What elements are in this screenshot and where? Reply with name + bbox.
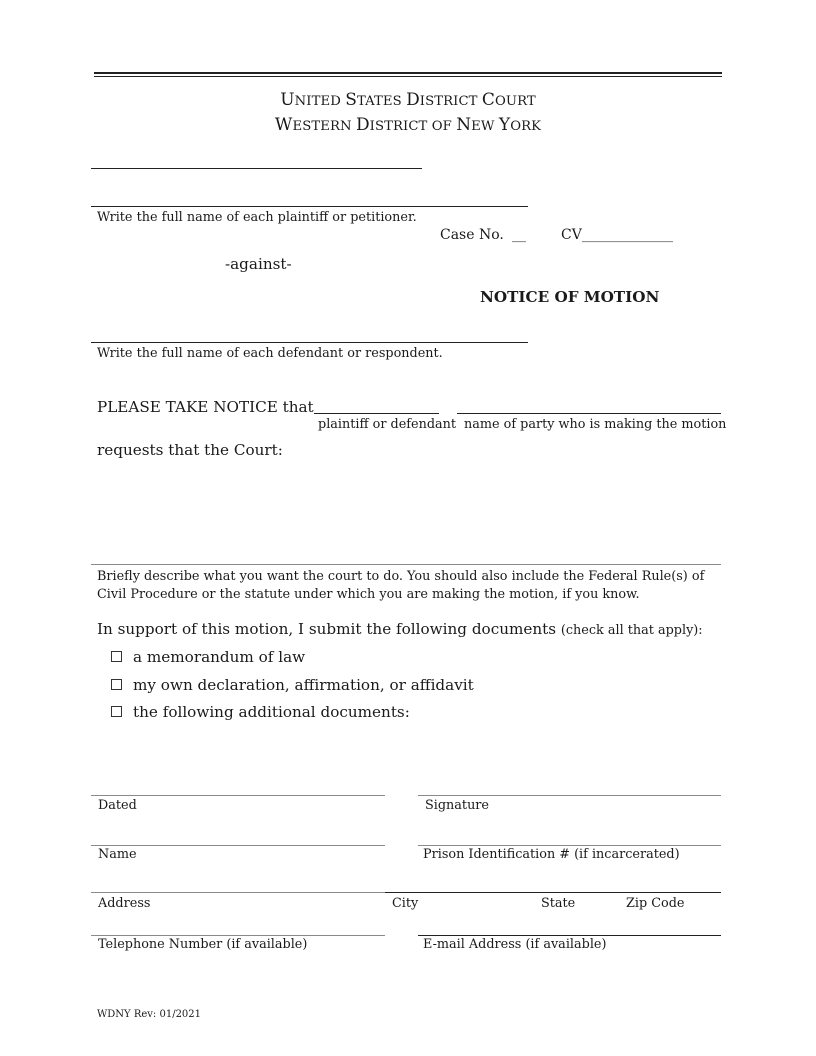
court-name: UNITED STATES DISTRICT COURT bbox=[280, 90, 536, 110]
signature-label: Signature bbox=[425, 798, 489, 813]
motion-description-area[interactable] bbox=[91, 462, 721, 562]
telephone-label: Telephone Number (if available) bbox=[98, 937, 308, 952]
against-label: -against- bbox=[225, 255, 292, 273]
state-label: State bbox=[541, 896, 576, 911]
name-line[interactable] bbox=[91, 845, 385, 846]
cv-label: CV bbox=[561, 227, 582, 243]
revision-footer: WDNY Rev: 01/2021 bbox=[97, 1009, 202, 1020]
address-label: Address bbox=[98, 896, 151, 911]
prison-id-label: Prison Identification # (if incarcerated) bbox=[423, 847, 680, 862]
support-intro: In support of this motion, I submit the following documents (check all that apply): bbox=[97, 620, 703, 638]
motion-description-line bbox=[91, 564, 721, 565]
additional-documents-label: the following additional documents: bbox=[133, 703, 410, 721]
telephone-line[interactable] bbox=[91, 935, 385, 936]
header-rule-bottom bbox=[94, 76, 722, 77]
court-district: WESTERN DISTRICT OF NEW YORK bbox=[274, 115, 542, 135]
please-take-notice: PLEASE TAKE NOTICE that bbox=[97, 398, 314, 416]
prison-id-line[interactable] bbox=[418, 845, 721, 846]
dated-line[interactable] bbox=[91, 795, 385, 796]
plaintiff-name-line-1[interactable] bbox=[91, 168, 422, 169]
declaration-checkbox[interactable] bbox=[111, 679, 122, 690]
defendant-name-line[interactable] bbox=[91, 342, 528, 343]
memorandum-checkbox[interactable] bbox=[111, 651, 122, 662]
plaintiff-or-defendant-label: plaintiff or defendant bbox=[318, 417, 457, 432]
plaintiff-name-line-2[interactable] bbox=[91, 206, 528, 207]
email-line[interactable] bbox=[418, 935, 721, 936]
defendant-instruction: Write the full name of each defendant or respondent. bbox=[97, 346, 443, 361]
city-state-zip-line[interactable] bbox=[385, 892, 721, 893]
city-label: City bbox=[392, 896, 419, 911]
plaintiff-instruction: Write the full name of each plaintiff or petitioner. bbox=[97, 210, 417, 225]
email-label: E-mail Address (if available) bbox=[423, 937, 607, 952]
signature-line[interactable] bbox=[418, 795, 721, 796]
name-label: Name bbox=[98, 847, 137, 862]
zip-label: Zip Code bbox=[626, 896, 685, 911]
case-no-field[interactable]: __ bbox=[512, 227, 526, 243]
cv-number-field[interactable]: _____________ bbox=[582, 227, 673, 243]
requests-label: requests that the Court: bbox=[97, 441, 283, 459]
notice-title: NOTICE OF MOTION bbox=[480, 288, 660, 306]
motion-description-instruction: Briefly describe what you want the court to do. You should also include the Federal Rule(s) of Civil Procedure or the statute under which you are making the motion, if you know. bbox=[97, 569, 705, 602]
header-rule-top bbox=[94, 72, 722, 74]
dated-label: Dated bbox=[98, 798, 137, 813]
plaintiff-or-defendant-field[interactable] bbox=[314, 413, 439, 414]
party-name-field[interactable] bbox=[457, 413, 721, 414]
party-name-label: name of party who is making the motion bbox=[464, 417, 727, 432]
additional-documents-checkbox[interactable] bbox=[111, 706, 122, 717]
address-line[interactable] bbox=[91, 892, 385, 893]
memorandum-label: a memorandum of law bbox=[133, 648, 306, 666]
case-no-label: Case No. bbox=[440, 227, 504, 243]
declaration-label: my own declaration, affirmation, or affidavit bbox=[133, 676, 474, 694]
